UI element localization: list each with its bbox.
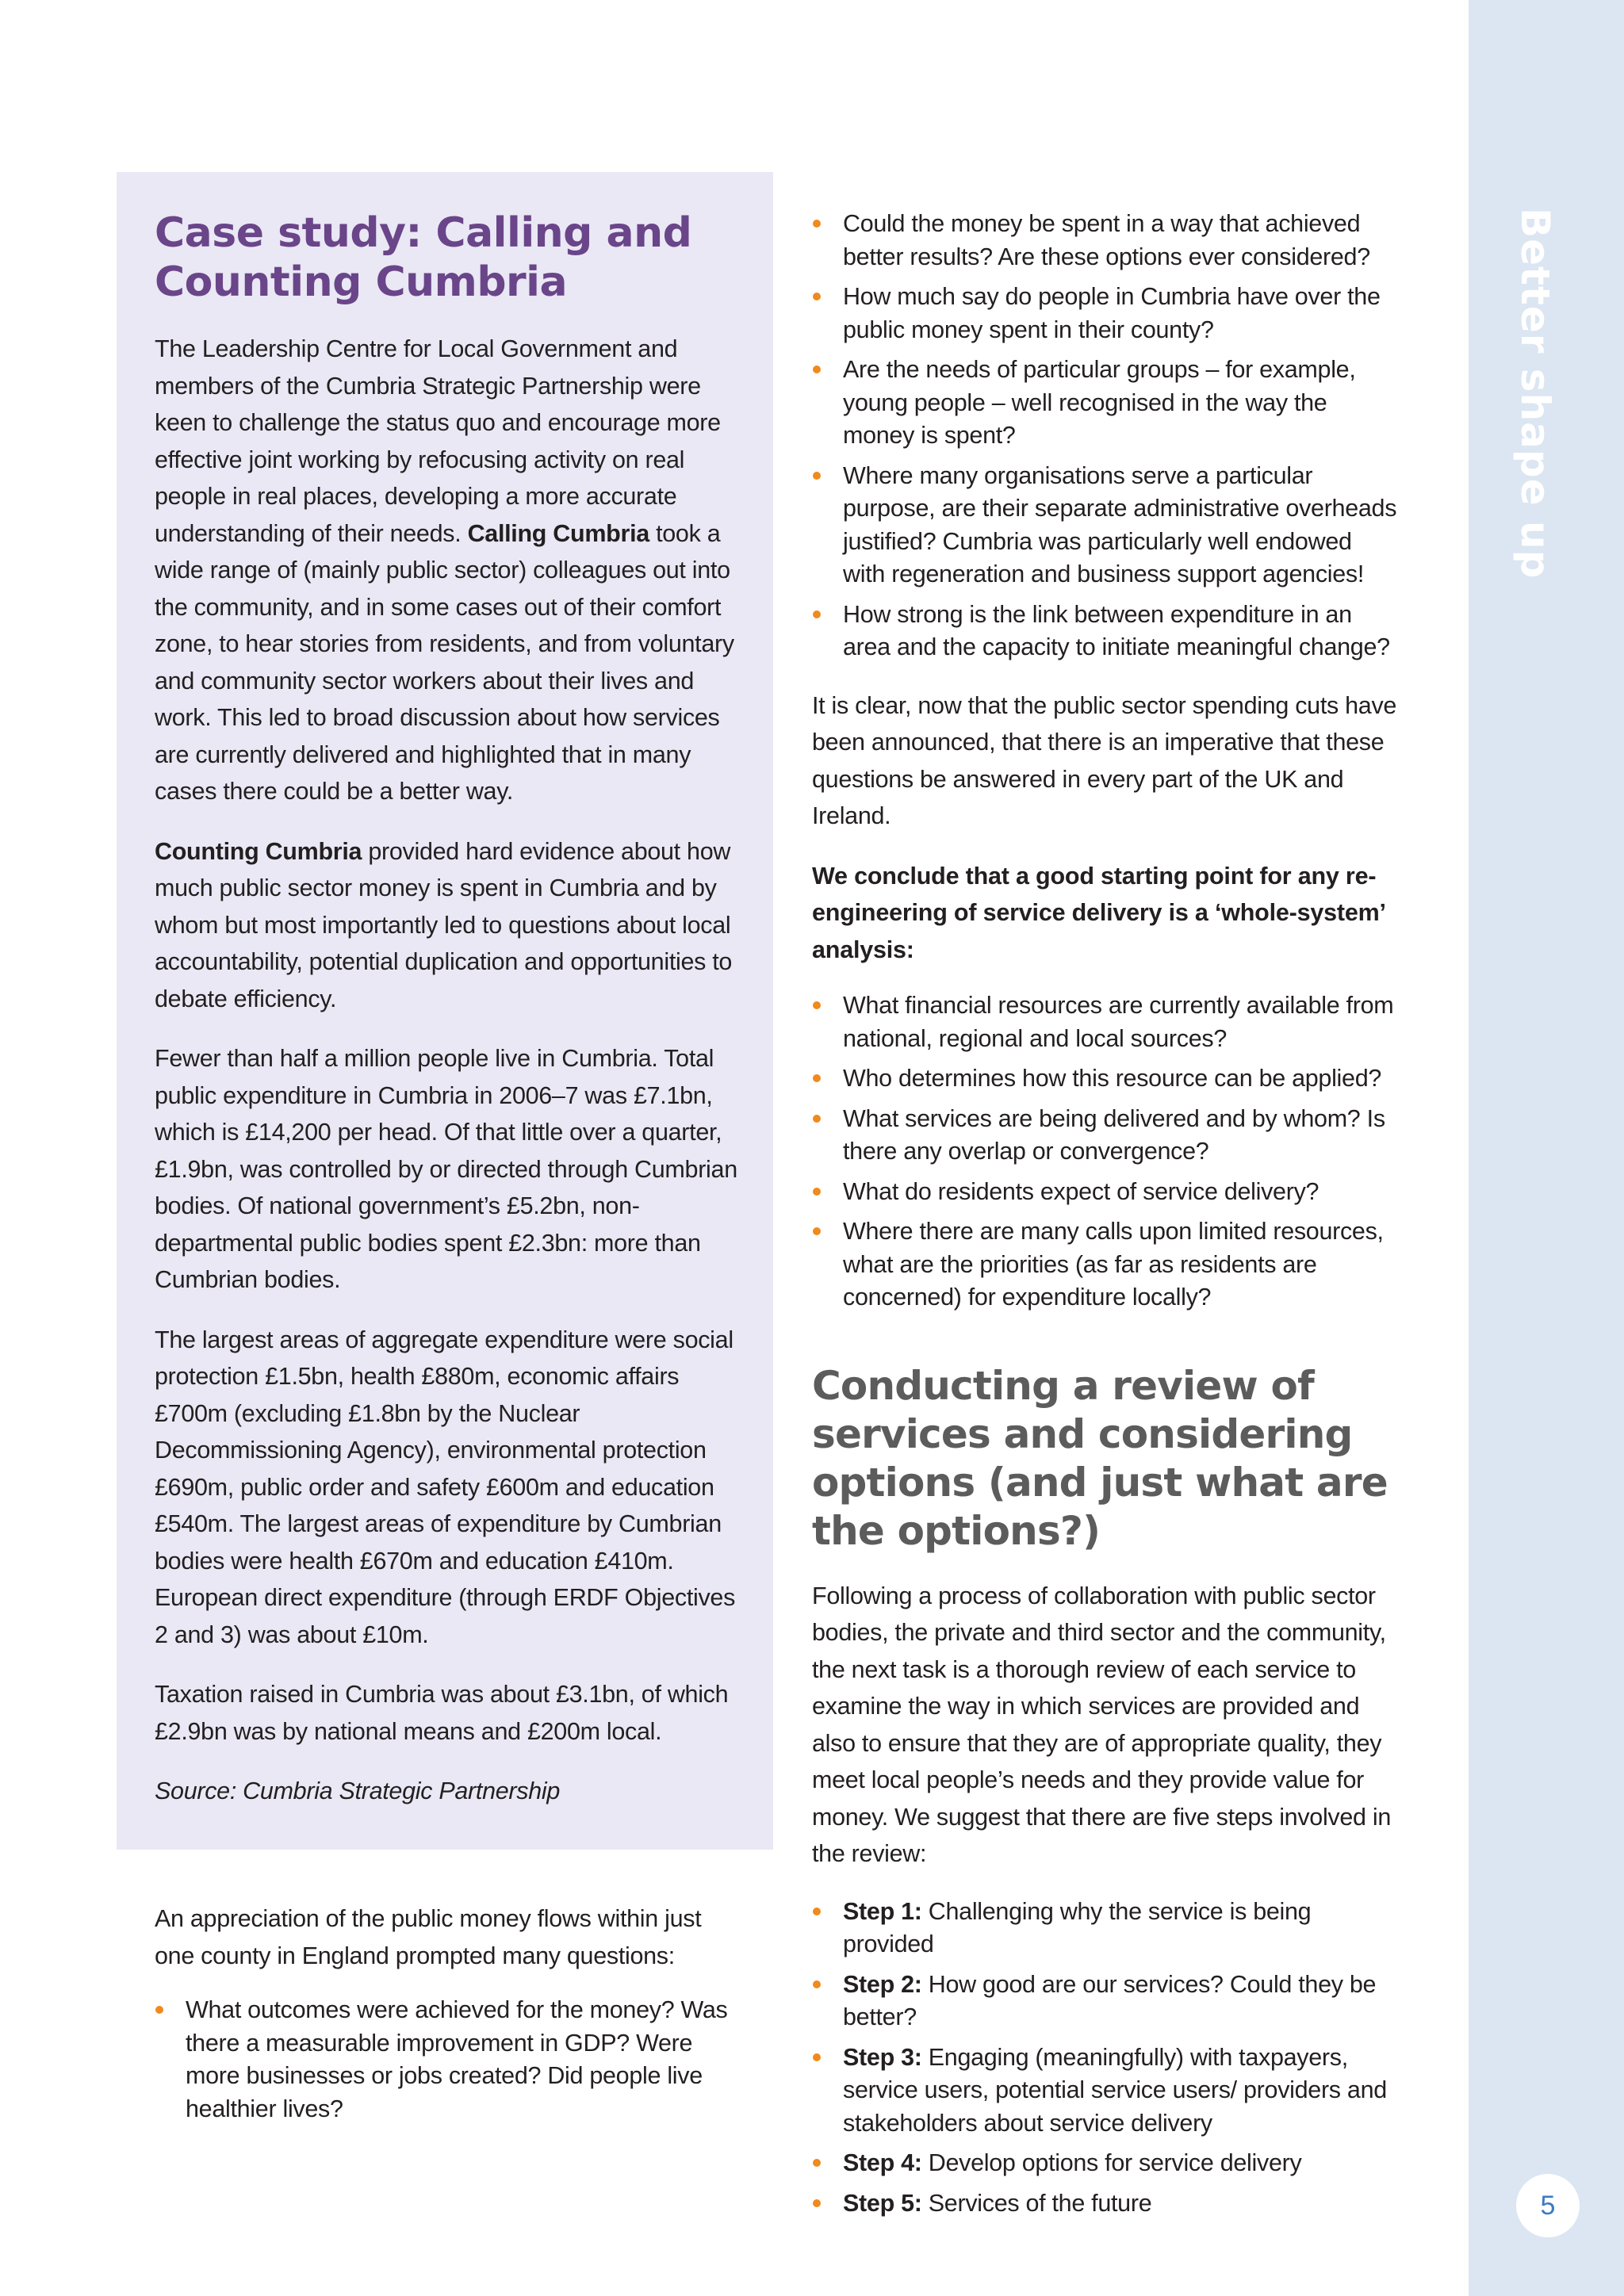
step-item bbox=[812, 2042, 1399, 2141]
question-list bbox=[812, 208, 1399, 664]
step-text: Engaging (meaningfully) with taxpayers, service users, potential service users/ providers and stakeholders about service delivery bbox=[843, 2043, 1387, 2137]
step-label: Step 2: bbox=[843, 1970, 922, 1998]
step-label: Step 4: bbox=[843, 2149, 922, 2176]
step-text: Services of the future bbox=[921, 2189, 1152, 2217]
case-study-box bbox=[117, 172, 773, 1850]
step-label: Step 5: bbox=[843, 2189, 922, 2217]
step-item bbox=[812, 2187, 1399, 2221]
bold-term: Counting Cumbria bbox=[155, 837, 362, 865]
step-item bbox=[812, 1969, 1399, 2034]
list-item: Who determines how this resource can be applied? bbox=[812, 1062, 1399, 1096]
paragraph-text: took a wide range of (mainly public sector) colleagues out into the community, and in some cases out of their comfort zone, to hear stories from residents, and from voluntary and community sector workers about their lives and work. This led to broad discussion about how services are currently delivered and highlighted that in many cases there could be a better way. bbox=[155, 519, 734, 805]
list-item: How strong is the link between expenditure in an area and the capacity to initiate meaningful change? bbox=[812, 599, 1399, 664]
list-item: What do residents expect of service delivery? bbox=[812, 1176, 1399, 1209]
intro-paragraph: An appreciation of the public money flows within just one county in England prompted many questions: bbox=[155, 1905, 702, 1969]
list-item: Where many organisations serve a particular purpose, are their separate administrative overheads justified? Cumbria was particularly well endowed with regeneration and business support agencies! bbox=[812, 460, 1399, 591]
conclusion-statement: We conclude that a good starting point for any re-engineering of service delivery is a ‘whole-system’ analysis: bbox=[812, 862, 1385, 963]
sidebar-title: Better shape up bbox=[1512, 208, 1558, 580]
list-item: Could the money be spent in a way that achieved better results? Are these options ever considered? bbox=[812, 208, 1399, 274]
step-label: Step 1: bbox=[843, 1897, 922, 1925]
case-study-paragraph: Taxation raised in Cumbria was about £3.1bn, of which £2.9bn was by national means and £200m local. bbox=[155, 1681, 729, 1745]
case-study-paragraph: Fewer than half a million people live in Cumbria. Total public expenditure in Cumbria in 2006–7 was £7.1bn, which is £14,200 per head. Of that little over a quarter, £1.9bn, was controlled by or directed through Cumbrian bodies. Of national government’s £5.2bn, non-departmental public bodies spent £2.3bn: more than Cumbrian bodies. bbox=[155, 1045, 737, 1293]
case-study-paragraph bbox=[155, 331, 741, 810]
list-item: What financial resources are currently available from national, regional and local sources? bbox=[812, 989, 1399, 1055]
step-item bbox=[812, 2147, 1399, 2180]
paragraph: Following a process of collaboration with public sector bodies, the private and third sector and the community, the next task is a thorough review of each service to examine the way in which services are provided and also to ensure that they are of appropriate quality, they meet local people’s needs and they provide value for money. We suggest that there are five steps involved in the review: bbox=[812, 1582, 1392, 1867]
case-study-paragraph: The largest areas of aggregate expenditure were social protection £1.5bn, health £880m, economic affairs £700m (excluding £1.8bn by the Nuclear Decommissioning Agency), environmental protection £690m, public order and safety £600m and education £540m. The largest areas of expenditure by Cumbrian bodies were health £670m and education £410m. European direct expenditure (through ERDF Objectives 2 and 3) was about £10m. bbox=[155, 1326, 736, 1648]
right-column bbox=[812, 208, 1399, 2243]
list-item: How much say do people in Cumbria have over the public money spent in their county? bbox=[812, 281, 1399, 346]
bold-term: Calling Cumbria bbox=[467, 519, 649, 547]
list-item: Are the needs of particular groups – for example, young people – well recognised in the way the money is spent? bbox=[812, 354, 1399, 453]
source-note: Source: Cumbria Strategic Partnership bbox=[155, 1777, 561, 1804]
case-study-paragraph bbox=[155, 833, 741, 1018]
list-item: Where there are many calls upon limited resources, what are the priorities (as far as residents are concerned) for expenditure locally? bbox=[812, 1215, 1399, 1314]
paragraph-text: provided hard evidence about how much public sector money is spent in Cumbria and by whom but most importantly led to questions about local accountability, potential duplication and opportunities to debate efficiency. bbox=[155, 837, 733, 1012]
list-item: What outcomes were achieved for the money? Was there a measurable improvement in GDP? Were more businesses or jobs created? Did people live healthier lives? bbox=[155, 1994, 741, 2126]
step-text: How good are our services? Could they be better? bbox=[843, 1970, 1377, 2030]
case-study-content bbox=[155, 209, 741, 1833]
analysis-list bbox=[812, 989, 1399, 1314]
step-label: Step 3: bbox=[843, 2043, 922, 2071]
question-list bbox=[155, 1994, 741, 2126]
step-text: Challenging why the service is being provided bbox=[843, 1897, 1312, 1957]
left-column-lower bbox=[155, 1900, 741, 2149]
step-item bbox=[812, 1896, 1399, 1961]
page-number: 5 bbox=[1516, 2174, 1580, 2237]
section-heading: Conducting a review of services and considering options (and just what are the options?) bbox=[812, 1362, 1388, 1554]
steps-list bbox=[812, 1896, 1399, 2221]
list-item: What services are being delivered and by whom? Is there any overlap or convergence? bbox=[812, 1103, 1399, 1169]
paragraph: It is clear, now that the public sector spending cuts have been announced, that there is an imperative that these questions be answered in every part of the UK and Ireland. bbox=[812, 691, 1397, 829]
paragraph-text: The Leadership Centre for Local Government and members of the Cumbria Strategic Partnership were keen to challenge the status quo and encourage more effective joint working by refocusing activity on real people in real places, developing a more accurate understanding of their needs. bbox=[155, 335, 721, 547]
case-study-title: Case study: Calling and Counting Cumbria bbox=[155, 209, 692, 306]
step-text: Develop options for service delivery bbox=[921, 2149, 1302, 2176]
